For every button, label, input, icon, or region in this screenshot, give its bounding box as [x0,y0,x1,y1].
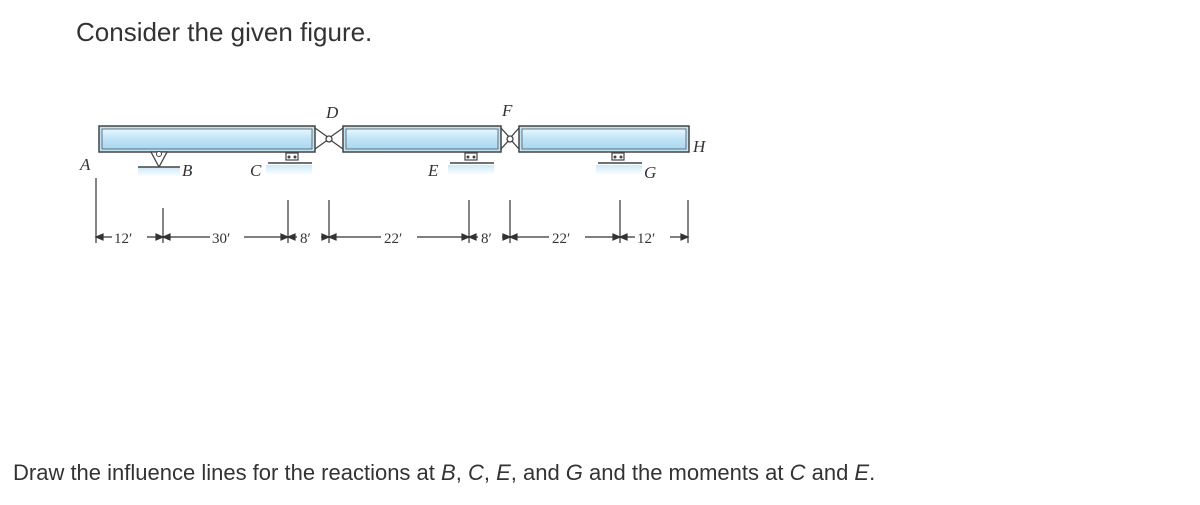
dim-cd: 8′ [300,231,311,247]
hinge-f [501,128,519,149]
dim-gh: 12′ [637,231,656,247]
dim-fg: 22′ [552,231,571,247]
beam-ad [99,126,315,152]
label-b: B [182,161,193,180]
dim-ab: 12′ [114,231,133,247]
beam-df [343,126,501,152]
roller-support-e [448,153,494,175]
dim-bc: 30′ [212,231,231,247]
label-g: G [644,163,657,182]
beam-fh [519,126,689,152]
roller-support-c [266,153,312,175]
dim-de: 22′ [384,231,403,247]
intro-text: Consider the given figure. [76,17,373,47]
roller-support-g [596,153,642,175]
question-text: Draw the influence lines for the reactions at B, C, E, and G and the moments at C and E. [13,460,876,485]
dim-ef: 8′ [481,231,492,247]
label-f: F [502,101,513,120]
label-h: H [693,137,706,156]
label-d: D [326,103,339,122]
pin-support-b [138,152,180,178]
hinge-d [315,128,343,149]
label-c: C [250,161,262,180]
label-a: A [80,155,91,174]
label-e: E [428,161,439,180]
